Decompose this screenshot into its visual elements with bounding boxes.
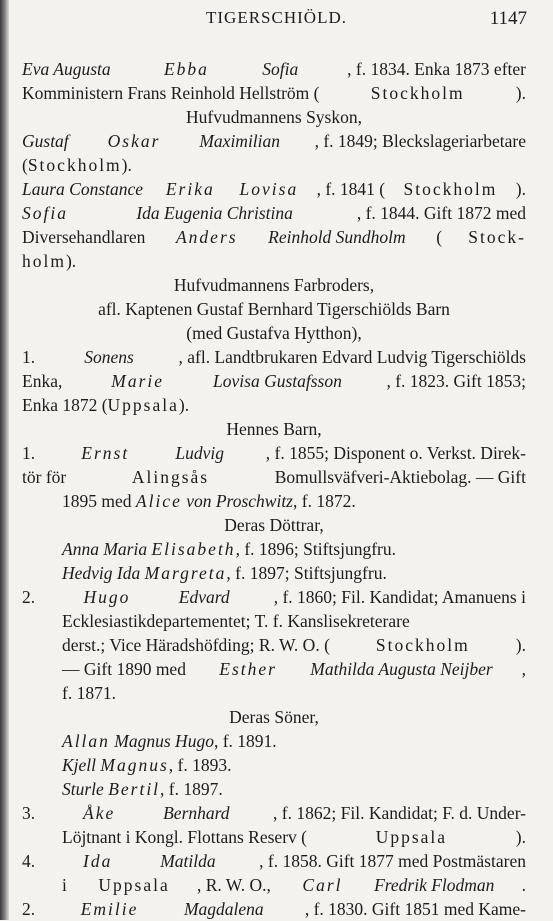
text-segment: Hennes Barn, — [226, 419, 322, 439]
text-segment: Ecklesiastikdepartementet; T. f. Kanslisekreterare — [62, 611, 410, 631]
text-segment: Stockholm — [375, 635, 470, 655]
text-segment: , afl. Landtbrukaren Edvard Ludvig Tigerschiölds — [178, 347, 526, 367]
text-segment: Lovisa Gustafsson — [208, 371, 342, 391]
text-line — [22, 105, 526, 129]
text-line — [62, 489, 526, 513]
text-line — [22, 849, 526, 873]
text-segment: Deras Söner, — [229, 707, 319, 727]
text-line — [22, 897, 526, 921]
text-segment: , f. 1823. Gift 1853; — [386, 371, 526, 391]
text-segment: Anders — [175, 227, 238, 247]
text-line — [22, 153, 526, 177]
text-segment: 2. — [22, 899, 40, 919]
text-segment: Stockholm — [370, 83, 465, 103]
text-segment: Stock- — [468, 227, 526, 247]
text-segment: , f. 1872. — [293, 491, 356, 511]
text-segment: Stockholm — [403, 179, 498, 199]
text-segment: Sofia — [257, 59, 299, 79]
text-line — [22, 417, 526, 441]
text-segment: (med Gustafva Hytthon), — [186, 323, 362, 343]
text-line — [62, 681, 526, 705]
text-line — [22, 225, 526, 249]
text-segment: Ida Eugenia Christina — [131, 203, 293, 223]
running-title: TIGERSCHIÖLD. — [206, 8, 347, 27]
text-line — [62, 657, 526, 681]
text-segment: 4. — [22, 851, 40, 871]
text-segment: , R. W. O., — [196, 875, 276, 895]
text-segment: Laura Constance — [22, 179, 148, 199]
text-segment: Sturle — [62, 779, 109, 799]
text-segment: Ludvig — [171, 443, 224, 463]
text-segment: , f. 1893. — [168, 755, 232, 775]
text-segment: i — [62, 875, 72, 895]
text-segment: von Proschwitz — [181, 491, 293, 511]
text-segment: Lovisa — [233, 179, 299, 199]
text-segment: Bernhard — [158, 803, 230, 823]
text-segment: Ida — [83, 851, 113, 871]
text-segment: Maximilian — [194, 131, 281, 151]
text-segment: Bertil — [108, 779, 161, 799]
text-segment: tör för — [22, 467, 71, 487]
text-line — [62, 825, 526, 849]
text-segment: ). — [515, 83, 526, 103]
text-segment: Löjtnant i Kongl. Flottans Reserv ( — [62, 827, 307, 847]
text-segment: ). — [178, 395, 190, 415]
text-segment: Hedvig Ida — [62, 563, 145, 583]
text-segment: Sonens — [84, 347, 134, 367]
text-line — [62, 633, 526, 657]
text-segment: Reinhold Sundholm — [263, 227, 406, 247]
text-line — [22, 177, 526, 201]
text-segment: , f. 1860; Fil. Kandidat; Amanuens i — [273, 587, 526, 607]
text-segment: 1. — [22, 347, 40, 367]
text-segment: — Gift 1890 med — [62, 659, 191, 679]
text-segment: , f. 1834. Enka 1873 efter — [347, 59, 526, 79]
text-segment: , f. 1849; Bleckslagerіarbetare — [314, 131, 526, 151]
text-segment: derst.; Vice Häradshöfding; R. W. O. ( — [62, 635, 330, 655]
text-segment: Åke — [83, 803, 116, 823]
text-line — [22, 393, 526, 417]
text-line — [22, 57, 526, 81]
text-segment: , f. 1844. Gift 1872 med — [356, 203, 526, 223]
text-line — [22, 585, 526, 609]
text-segment: Alice — [135, 491, 182, 511]
text-segment: Fredrik Flodman — [369, 875, 495, 895]
text-segment: Allan — [62, 731, 110, 751]
text-segment: Gustaf — [22, 131, 74, 151]
text-segment: . — [521, 875, 526, 895]
text-segment: Uppsala — [375, 827, 448, 847]
text-line — [62, 561, 526, 585]
text-segment: 3. — [22, 803, 40, 823]
text-line — [62, 873, 526, 897]
text-line — [22, 441, 526, 465]
text-segment: ( — [22, 155, 28, 175]
text-segment: Uppsala — [98, 875, 170, 895]
text-segment: ). — [515, 179, 526, 199]
text-segment: , — [521, 659, 526, 679]
text-segment: Alingsås — [131, 467, 210, 487]
text-segment: ). — [515, 635, 526, 655]
text-segment: Erika — [165, 179, 215, 199]
text-line — [62, 537, 526, 561]
text-segment: , f. 1862; Fil. Kandidat; F. d. Under- — [273, 803, 526, 823]
text-segment: Bomullsväfveri-Aktiebolag. — Gift — [270, 467, 526, 487]
text-segment: Mathilda Augusta Neijber — [305, 659, 493, 679]
text-line — [22, 801, 526, 825]
text-segment: 1. — [22, 443, 40, 463]
text-segment: Oskar — [107, 131, 161, 151]
text-segment: Enka 1872 ( — [22, 395, 108, 415]
book-spine-shadow — [0, 0, 9, 920]
text-segment: , f. 1896; Stiftsjungfru. — [235, 539, 396, 559]
text-segment: Magnus Hugo — [109, 731, 214, 751]
text-segment: f. 1871. — [62, 683, 116, 703]
text-segment: Deras Döttrar, — [224, 515, 324, 535]
text-segment: Edvard — [174, 587, 230, 607]
text-segment: , f. 1858. Gift 1877 med Postmästaren — [259, 851, 526, 871]
text-line — [62, 777, 526, 801]
text-segment: Komministern Frans Reinhold Hellström ( — [22, 83, 320, 103]
text-line — [22, 513, 526, 537]
text-segment: Anna Maria — [62, 539, 152, 559]
text-segment: , f. 1897. — [160, 779, 223, 799]
text-segment: Matilda — [155, 851, 216, 871]
text-segment: Eva Augusta — [22, 59, 116, 79]
text-segment: ( — [431, 227, 443, 247]
text-segment: Enka, — [22, 371, 67, 391]
text-segment: , f. 1830. Gift 1851 med Kame- — [304, 899, 526, 919]
text-segment: Hugo — [83, 587, 131, 607]
text-segment: Uppsala — [107, 395, 179, 415]
text-line — [62, 609, 526, 633]
text-line — [22, 129, 526, 153]
text-segment: Sofia — [22, 203, 68, 223]
text-segment: Esther — [219, 659, 277, 679]
text-line — [22, 345, 526, 369]
text-segment: ). — [121, 155, 132, 175]
text-segment: Magnus — [100, 755, 169, 775]
text-line — [22, 201, 526, 225]
text-segment: Elisabeth — [151, 539, 236, 559]
text-line — [22, 705, 526, 729]
text-segment: 1895 med — [62, 491, 136, 511]
text-segment: holm — [22, 251, 66, 271]
text-line — [22, 297, 526, 321]
text-segment: Magdalena — [179, 899, 264, 919]
text-segment: Hufvudmannens Farbroders, — [173, 275, 375, 295]
text-line — [22, 273, 526, 297]
text-segment: Margreta — [144, 563, 227, 583]
text-segment: , f. 1841 ( — [316, 179, 386, 199]
text-line — [22, 465, 526, 489]
text-segment: , f. 1897; Stiftsjungfru. — [226, 563, 387, 583]
text-line — [22, 321, 526, 345]
text-segment: Stockholm — [27, 155, 122, 175]
text-segment: afl. Kaptenen Gustaf Bernhard Tigerschiölds Barn — [98, 299, 450, 319]
text-segment: Carl — [302, 875, 343, 895]
text-segment: Emilie — [80, 899, 139, 919]
text-segment: ). — [515, 827, 526, 847]
text-segment: ). — [65, 251, 77, 271]
text-segment: , f. 1855; Disponent o. Verkst. Direk- — [265, 443, 526, 463]
text-segment: Ernst — [81, 443, 130, 463]
text-segment: Kjell — [62, 755, 101, 775]
page-header — [0, 8, 553, 34]
text-segment: Hufvudmannens Syskon, — [186, 107, 362, 127]
page-number: 1147 — [489, 8, 527, 29]
text-segment: 2. — [22, 587, 40, 607]
text-line — [22, 249, 526, 273]
text-segment: Diversehandlaren — [22, 227, 150, 247]
text-segment: , f. 1891. — [213, 731, 277, 751]
text-line — [62, 729, 526, 753]
text-line — [62, 753, 526, 777]
text-segment: Marie — [111, 371, 165, 391]
text-segment: Ebba — [163, 59, 209, 79]
text-line — [22, 81, 526, 105]
text-line — [22, 369, 526, 393]
